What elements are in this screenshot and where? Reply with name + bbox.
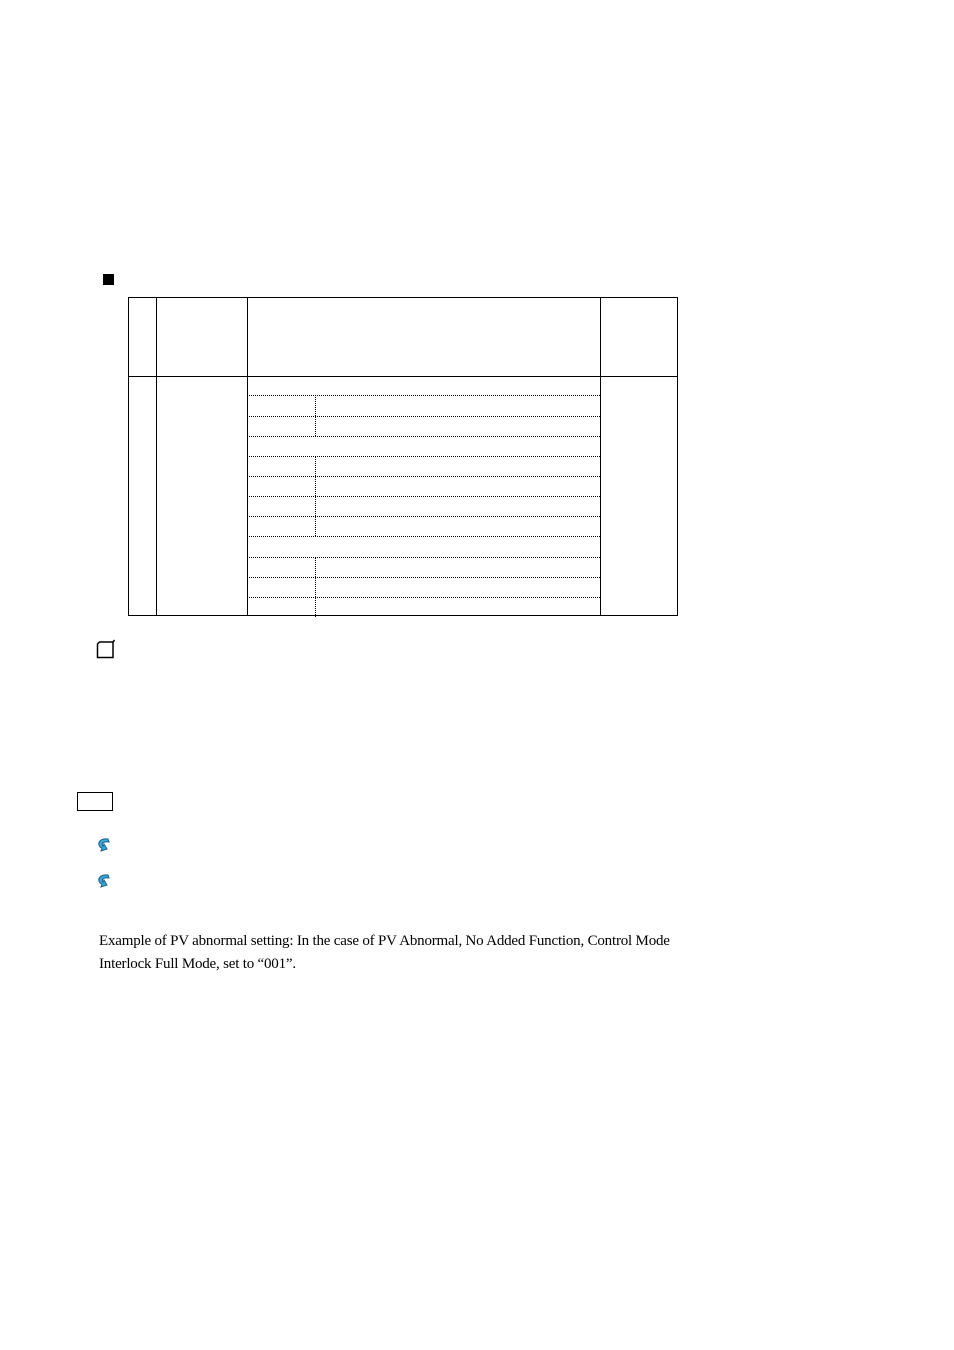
table-row [247, 395, 600, 396]
label-box [77, 792, 113, 811]
table-subcolumn-divider [315, 456, 316, 536]
table-subcolumn-divider [315, 395, 316, 436]
table-row [247, 536, 600, 537]
table-row [247, 476, 600, 477]
table-row [247, 597, 600, 598]
table-row [247, 456, 600, 457]
paragraph-line: Example of PV abnormal setting: In the case of PV Abnormal, No Added Function, Control Mode [99, 933, 670, 949]
paragraph-line: Interlock Full Mode, set to “001”. [99, 956, 296, 972]
table-row [247, 516, 600, 517]
table-column-divider [156, 298, 157, 615]
table-subcolumn-divider [315, 557, 316, 617]
table-row [247, 416, 600, 417]
table-column-divider [600, 298, 601, 615]
curved-arrow-icon [95, 871, 115, 891]
curved-arrow-icon [95, 835, 115, 855]
table-row [247, 577, 600, 578]
table-header-divider [129, 376, 677, 377]
note-icon [96, 639, 116, 659]
table-row [247, 557, 600, 558]
table-row [247, 496, 600, 497]
table-row [247, 436, 600, 437]
square-bullet-icon [103, 274, 114, 285]
example-paragraph [99, 930, 799, 976]
parameter-table [128, 297, 678, 616]
